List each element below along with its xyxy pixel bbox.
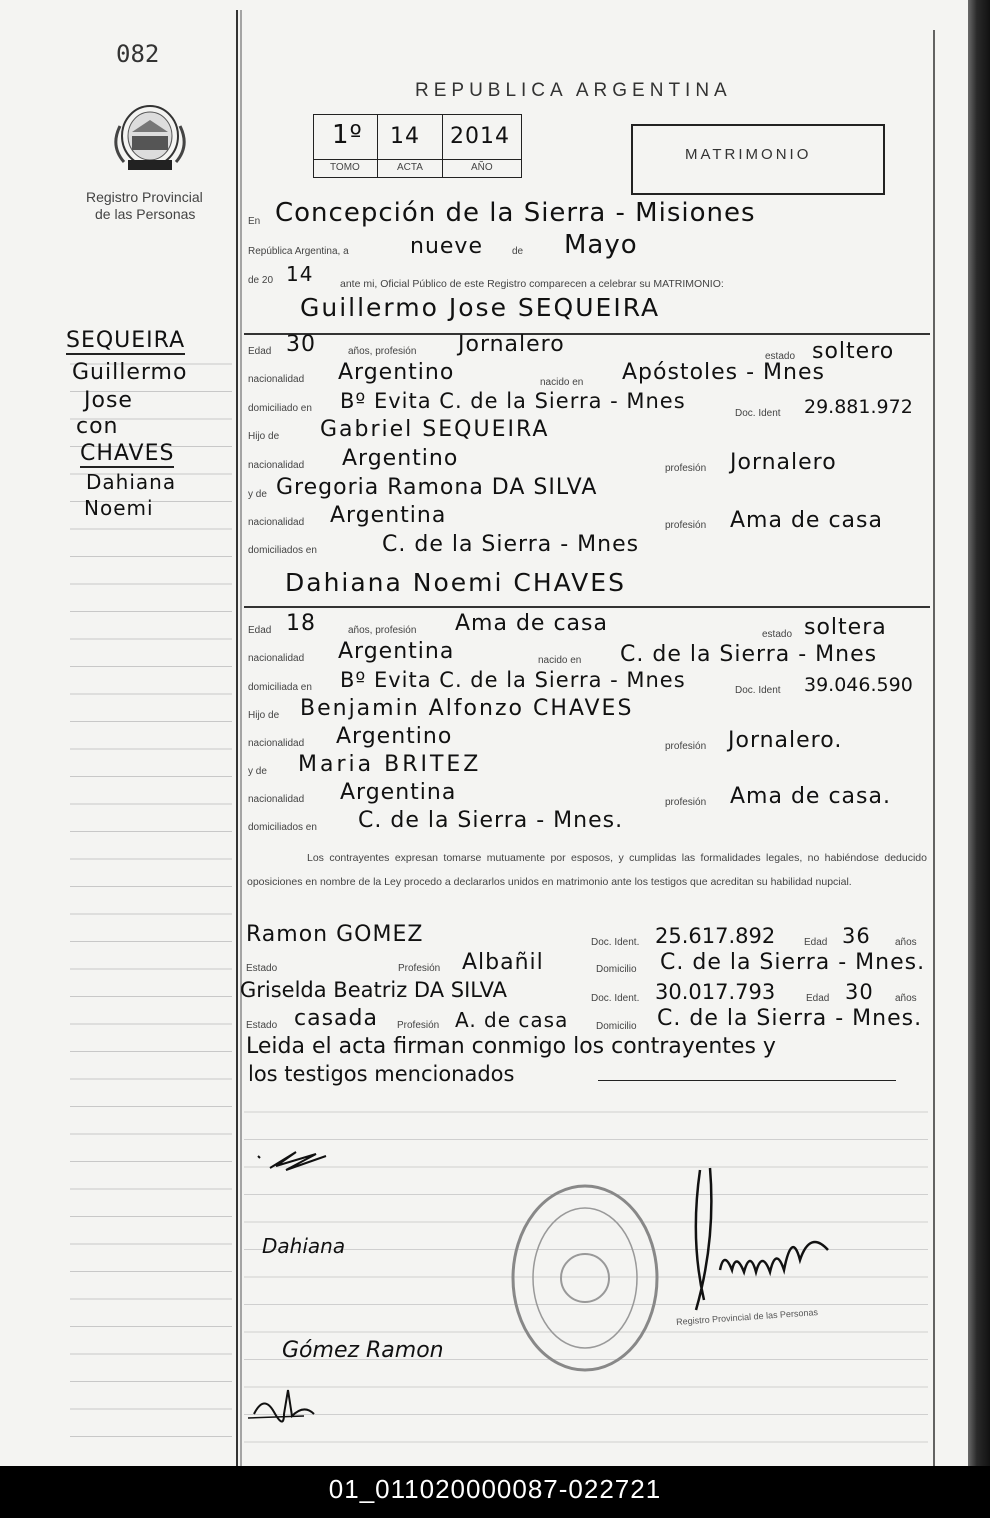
- signature-3: Gómez Ramon: [282, 1338, 444, 1363]
- witness1-age: 36: [842, 924, 871, 948]
- margin-note-3: Jose: [84, 388, 133, 413]
- registry-line1: Registro Provincial: [86, 189, 203, 205]
- spouse2-age: 18: [286, 611, 316, 636]
- place: Concepción de la Sierra - Misiones: [275, 198, 756, 228]
- tomo-label: TOMO: [330, 162, 360, 173]
- spouse2-mother-nationality: Argentina: [340, 780, 457, 805]
- witness1-profession: Albañil: [462, 950, 544, 975]
- spouse1-nationality: Argentino: [338, 360, 455, 385]
- label-hijo-de-1: Hijo de: [248, 431, 280, 442]
- label-profesion-1b: profesión: [665, 463, 707, 474]
- spouse2-father-nationality: Argentino: [336, 724, 453, 749]
- label-estado-w1: Estado: [246, 963, 278, 974]
- spouse1-doc: 29.881.972: [804, 396, 913, 418]
- spouse1-age: 30: [286, 332, 316, 357]
- spouse2-mother-profession: Ama de casa.: [730, 784, 891, 809]
- label-nacido-en-2: nacido en: [538, 655, 582, 666]
- label-republica: República Argentina, a: [248, 246, 349, 257]
- spouse1-born-in: Apóstoles - Mnes: [622, 360, 825, 385]
- spouse2-born-in: C. de la Sierra - Mnes: [620, 642, 878, 667]
- year-suffix: 14: [286, 262, 314, 286]
- label-en: En: [248, 216, 261, 227]
- signature-2: Dahiana: [262, 1234, 346, 1258]
- label-edad-2: Edad: [248, 625, 272, 636]
- book-spine: [968, 0, 990, 1466]
- spouse1-mother-profession: Ama de casa: [730, 508, 883, 533]
- label-anos-profesion-2: años, profesión: [348, 625, 417, 636]
- acta-label: ACTA: [397, 162, 423, 173]
- label-domiciliados-en-1: domiciliados en: [248, 545, 317, 556]
- spouse2-parents-address: C. de la Sierra - Mnes.: [358, 808, 624, 833]
- spouse2-status: soltera: [804, 615, 887, 640]
- label-profesion-w1: Profesión: [398, 963, 441, 974]
- label-anos-w1: años: [895, 937, 917, 948]
- label-anos-w2: años: [895, 993, 917, 1004]
- signature-1: [256, 1146, 336, 1176]
- witness1-address: C. de la Sierra - Mnes.: [660, 950, 926, 975]
- label-domiciliado-en: domiciliado en: [248, 403, 312, 414]
- witness2-status: casada: [294, 1006, 378, 1031]
- signature-4: [244, 1384, 324, 1434]
- witness2-address: C. de la Sierra - Mnes.: [657, 1006, 923, 1031]
- record-type: MATRIMONIO: [685, 146, 812, 163]
- label-edad-1: Edad: [248, 346, 272, 357]
- spouse2-rule: [244, 606, 930, 608]
- label-nacionalidad-2b: nacionalidad: [248, 738, 305, 749]
- statement: Los contrayentes expresan tomarse mutuamente por esposos, y cumplidas las formalidades legales, no habiéndose deducido oposiciones en nombre de la Ley procedo a declararlos unidos en matrimonio ante los testigos que acreditan su habilidad nupcial.: [247, 852, 927, 888]
- label-estado-w2: Estado: [246, 1020, 278, 1031]
- spouse2-doc: 39.046.590: [804, 674, 913, 696]
- label-nacionalidad-2: nacionalidad: [248, 653, 305, 664]
- page-number: 082: [116, 40, 160, 68]
- label-nacionalidad-2c: nacionalidad: [248, 794, 305, 805]
- tomo-value: 1º: [332, 120, 363, 150]
- label-domiciliados-en-2: domiciliados en: [248, 822, 317, 833]
- anio-value: 2014: [450, 124, 510, 149]
- boxes-divider: [313, 159, 521, 160]
- spouse2-address: Bº Evita C. de la Sierra - Mnes: [340, 668, 686, 692]
- margin-note-4: con: [76, 414, 119, 439]
- spouse2-nationality: Argentina: [338, 639, 455, 664]
- spouse2-profession: Ama de casa: [455, 611, 608, 636]
- spouse1-name: Guillermo Jose SEQUEIRA: [300, 293, 661, 322]
- label-anos-profesion-1: años, profesión: [348, 346, 417, 357]
- anio-label: AÑO: [471, 162, 493, 173]
- label-estado-2: estado: [762, 629, 793, 640]
- officer-signature: [660, 1160, 860, 1320]
- label-nacionalidad-1b: nacionalidad: [248, 460, 305, 471]
- label-de-20: de 20: [248, 275, 274, 286]
- label-nacionalidad-1: nacionalidad: [248, 374, 305, 385]
- label-profesion-2c: profesión: [665, 797, 707, 808]
- registry-line2: de las Personas: [95, 206, 196, 222]
- witness1-name: Ramon GOMEZ: [246, 922, 424, 947]
- witness2-profession: A. de casa: [455, 1008, 569, 1032]
- witness2-doc: 30.017.793: [655, 980, 776, 1004]
- margin-note-1: SEQUEIRA: [66, 328, 186, 353]
- acta-value: 14: [390, 124, 420, 149]
- spouse1-status: soltero: [812, 339, 895, 364]
- label-estado-1: estado: [765, 351, 796, 362]
- margin-note-2: Guillermo: [72, 360, 188, 385]
- label-domiciliada-en: domiciliada en: [248, 682, 312, 693]
- spouse1-mother-nationality: Argentina: [330, 503, 447, 528]
- spouse1-father: Gabriel SEQUEIRA: [320, 417, 550, 442]
- label-doc-ident-1: Doc. Ident: [735, 408, 781, 419]
- margin-note-5: CHAVES: [80, 441, 175, 466]
- heading: REPUBLICA ARGENTINA: [415, 80, 732, 101]
- label-y-de-1: y de: [248, 489, 267, 500]
- label-domicilio-w2: Domicilio: [596, 1021, 637, 1032]
- witness2-name: Griselda Beatriz DA SILVA: [240, 978, 508, 1002]
- label-edad-w1: Edad: [804, 937, 828, 948]
- label-hijo-de-2: Hijo de: [248, 710, 280, 721]
- label-y-de-2: y de: [248, 766, 267, 777]
- spouse2-name: Dahiana Noemi CHAVES: [285, 568, 626, 597]
- spouse1-mother: Gregoria Ramona DA SILVA: [276, 475, 598, 500]
- label-domicilio-w1: Domicilio: [596, 964, 637, 975]
- label-edad-w2: Edad: [806, 993, 830, 1004]
- month: Mayo: [564, 230, 638, 260]
- footer-code: 01_011020000087-022721: [0, 1466, 990, 1518]
- label-nacido-en-1: nacido en: [540, 377, 584, 388]
- margin-note-6: Dahiana: [86, 470, 177, 494]
- spouse2-father-profession: Jornalero.: [728, 728, 843, 753]
- label-de: de: [512, 246, 524, 257]
- spouse1-father-nationality: Argentino: [342, 446, 459, 471]
- label-profesion-w2: Profesión: [397, 1020, 440, 1031]
- closing-underline: [598, 1080, 896, 1081]
- margin-note-7: Noemi: [84, 496, 154, 520]
- spouse1-rule: [244, 333, 930, 335]
- label-doc-ident-2: Doc. Ident: [735, 685, 781, 696]
- label-profesion-2b: profesión: [665, 741, 707, 752]
- spouse1-address: Bº Evita C. de la Sierra - Mnes: [340, 389, 686, 413]
- day: nueve: [410, 234, 483, 259]
- label-doc-ident-w1: Doc. Ident.: [591, 937, 640, 948]
- spouse1-profession: Jornalero: [458, 332, 565, 357]
- witness1-doc: 25.617.892: [655, 924, 776, 948]
- label-doc-ident-w2: Doc. Ident.: [591, 993, 640, 1004]
- witness2-age: 30: [845, 980, 874, 1004]
- spouse2-mother: Maria BRITEZ: [298, 752, 482, 777]
- misiones-emblem: [106, 96, 194, 180]
- stamp-text: Registro Provincial de las Personas: [675, 1307, 819, 1327]
- closing-line-1: Leida el acta firman conmigo los contrayentes y: [246, 1034, 776, 1059]
- spouse1-parents-address: C. de la Sierra - Mnes: [382, 532, 640, 557]
- closing-line-2: los testigos mencionados: [248, 1062, 515, 1086]
- label-nacionalidad-1c: nacionalidad: [248, 517, 305, 528]
- label-profesion-1c: profesión: [665, 520, 707, 531]
- spouse2-father: Benjamin Alfonzo CHAVES: [300, 696, 634, 721]
- official-stamp: [505, 1178, 665, 1378]
- label-ante-mi: ante mi, Oficial Público de este Registro comparecen a celebrar su MATRIMONIO:: [340, 278, 724, 290]
- spouse1-father-profession: Jornalero: [730, 450, 837, 475]
